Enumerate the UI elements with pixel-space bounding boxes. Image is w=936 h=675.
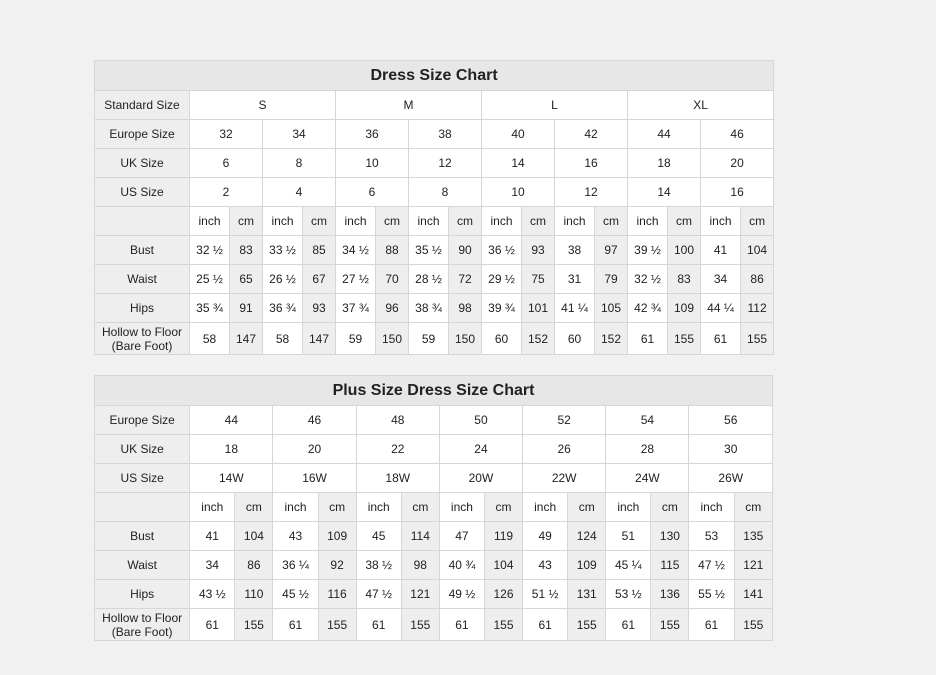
- size-cell: 12: [555, 178, 628, 207]
- size-cell: 34: [263, 120, 336, 149]
- measure-cell: 39 ¾: [482, 294, 522, 323]
- hollow-to-floor-row: [95, 609, 773, 641]
- size-cell: 10: [336, 149, 409, 178]
- measure-cell: 155: [651, 609, 689, 641]
- row-label-line: (Bare Foot): [111, 338, 173, 353]
- measure-cell: 34 ½: [336, 236, 376, 265]
- size-cell: 22W: [523, 464, 606, 493]
- row-label: UK Size: [95, 435, 190, 464]
- unit-cell: inch: [628, 207, 668, 236]
- measure-cell: 119: [484, 522, 522, 551]
- measure-cell: 36 ¼: [273, 551, 318, 580]
- measure-cell: 51 ½: [523, 580, 568, 609]
- measure-cell: 155: [668, 323, 701, 355]
- measure-cell: 61: [689, 609, 734, 641]
- measure-cell: 135: [734, 522, 772, 551]
- measure-cell: 109: [318, 522, 356, 551]
- measure-cell: 124: [568, 522, 606, 551]
- unit-cell: cm: [318, 493, 356, 522]
- measure-cell: 32 ½: [190, 236, 230, 265]
- units-row: [95, 207, 774, 236]
- unit-cell: inch: [439, 493, 484, 522]
- measure-cell: 96: [376, 294, 409, 323]
- measure-cell: 45 ¼: [606, 551, 651, 580]
- unit-cell: inch: [606, 493, 651, 522]
- measure-cell: 79: [595, 265, 628, 294]
- unit-cell: inch: [356, 493, 401, 522]
- measure-cell: 31: [555, 265, 595, 294]
- measure-cell: 25 ½: [190, 265, 230, 294]
- measure-cell: 58: [190, 323, 230, 355]
- measure-cell: 37 ¾: [336, 294, 376, 323]
- measure-cell: 152: [595, 323, 628, 355]
- size-cell: 26W: [689, 464, 773, 493]
- unit-cell: cm: [484, 493, 522, 522]
- row-label-empty: [95, 207, 190, 236]
- measure-cell: 40 ¾: [439, 551, 484, 580]
- size-cell: 6: [336, 178, 409, 207]
- measure-cell: 155: [734, 609, 772, 641]
- measure-cell: 155: [401, 609, 439, 641]
- plus-chart-title: Plus Size Dress Size Chart: [95, 376, 773, 406]
- measure-cell: 100: [668, 236, 701, 265]
- measure-cell: 147: [230, 323, 263, 355]
- measure-cell: 55 ½: [689, 580, 734, 609]
- us-size-row: [95, 464, 773, 493]
- size-cell: 36: [336, 120, 409, 149]
- measure-cell: 61: [701, 323, 741, 355]
- measure-cell: 91: [230, 294, 263, 323]
- measure-cell: 53 ½: [606, 580, 651, 609]
- measure-cell: 110: [235, 580, 273, 609]
- measure-cell: 27 ½: [336, 265, 376, 294]
- size-cell: 56: [689, 406, 773, 435]
- measure-cell: 45 ½: [273, 580, 318, 609]
- measure-cell: 104: [741, 236, 774, 265]
- measure-cell: 47 ½: [356, 580, 401, 609]
- size-cell: 46: [701, 120, 774, 149]
- row-label: Bust: [95, 522, 190, 551]
- measure-cell: 61: [606, 609, 651, 641]
- unit-cell: cm: [235, 493, 273, 522]
- measure-cell: 70: [376, 265, 409, 294]
- uk-size-row: [95, 149, 774, 178]
- measure-cell: 45: [356, 522, 401, 551]
- size-cell: 22: [356, 435, 439, 464]
- measure-cell: 61: [273, 609, 318, 641]
- measure-cell: 61: [356, 609, 401, 641]
- size-cell: 44: [628, 120, 701, 149]
- measure-cell: 41 ¼: [555, 294, 595, 323]
- units-row: [95, 493, 773, 522]
- size-cell: 42: [555, 120, 628, 149]
- standard-size-row: [95, 91, 774, 120]
- size-cell: 20W: [439, 464, 522, 493]
- size-cell: 16: [701, 178, 774, 207]
- size-cell: 26: [523, 435, 606, 464]
- dress-chart-title: Dress Size Chart: [95, 61, 774, 91]
- unit-cell: inch: [523, 493, 568, 522]
- size-cell: 18: [190, 435, 273, 464]
- row-label: Europe Size: [95, 120, 190, 149]
- measure-cell: 65: [230, 265, 263, 294]
- measure-cell: 150: [376, 323, 409, 355]
- waist-row: [95, 265, 774, 294]
- measure-cell: 34: [701, 265, 741, 294]
- measure-cell: 53: [689, 522, 734, 551]
- size-cell: 20: [273, 435, 356, 464]
- size-cell: 30: [689, 435, 773, 464]
- measure-cell: 32 ½: [628, 265, 668, 294]
- measure-cell: 36 ¾: [263, 294, 303, 323]
- measure-cell: 126: [484, 580, 522, 609]
- hips-row: [95, 294, 774, 323]
- size-cell: 52: [523, 406, 606, 435]
- size-cell: 46: [273, 406, 356, 435]
- row-label: [95, 609, 190, 641]
- unit-cell: cm: [734, 493, 772, 522]
- size-cell: 8: [263, 149, 336, 178]
- measure-cell: 75: [522, 265, 555, 294]
- measure-cell: 41: [190, 522, 235, 551]
- size-cell: 18W: [356, 464, 439, 493]
- size-cell: 14W: [190, 464, 273, 493]
- size-cell: 38: [409, 120, 482, 149]
- measure-cell: 83: [230, 236, 263, 265]
- us-size-row: [95, 178, 774, 207]
- measure-cell: 121: [401, 580, 439, 609]
- measure-cell: 104: [235, 522, 273, 551]
- measure-cell: 155: [568, 609, 606, 641]
- unit-cell: inch: [482, 207, 522, 236]
- measure-cell: 116: [318, 580, 356, 609]
- measure-cell: 38: [555, 236, 595, 265]
- row-label-empty: [95, 493, 190, 522]
- measure-cell: 26 ½: [263, 265, 303, 294]
- size-cell: 24W: [606, 464, 689, 493]
- bust-row: [95, 236, 774, 265]
- size-cell: L: [482, 91, 628, 120]
- measure-cell: 34: [190, 551, 235, 580]
- measure-cell: 101: [522, 294, 555, 323]
- measure-cell: 61: [523, 609, 568, 641]
- measure-cell: 61: [439, 609, 484, 641]
- unit-cell: inch: [409, 207, 449, 236]
- measure-cell: 28 ½: [409, 265, 449, 294]
- measure-cell: 38 ¾: [409, 294, 449, 323]
- size-cell: 48: [356, 406, 439, 435]
- size-cell: 28: [606, 435, 689, 464]
- unit-cell: cm: [568, 493, 606, 522]
- size-cell: 8: [409, 178, 482, 207]
- size-cell: 12: [409, 149, 482, 178]
- measure-cell: 88: [376, 236, 409, 265]
- size-cell: 10: [482, 178, 555, 207]
- measure-cell: 72: [449, 265, 482, 294]
- size-cell: 24: [439, 435, 522, 464]
- unit-cell: cm: [595, 207, 628, 236]
- plus-size-dress-chart: [94, 375, 773, 641]
- measure-cell: 86: [235, 551, 273, 580]
- unit-cell: cm: [449, 207, 482, 236]
- measure-cell: 98: [449, 294, 482, 323]
- measure-cell: 130: [651, 522, 689, 551]
- measure-cell: 39 ½: [628, 236, 668, 265]
- europe-size-row: [95, 406, 773, 435]
- measure-cell: 109: [568, 551, 606, 580]
- measure-cell: 35 ½: [409, 236, 449, 265]
- row-label-line: (Bare Foot): [111, 624, 173, 639]
- measure-cell: 49 ½: [439, 580, 484, 609]
- row-label-line: Hollow to Floor: [101, 324, 183, 339]
- size-cell: 16W: [273, 464, 356, 493]
- hips-row: [95, 580, 773, 609]
- measure-cell: 104: [484, 551, 522, 580]
- unit-cell: cm: [651, 493, 689, 522]
- measure-cell: 38 ½: [356, 551, 401, 580]
- measure-cell: 61: [190, 609, 235, 641]
- measure-cell: 92: [318, 551, 356, 580]
- measure-cell: 114: [401, 522, 439, 551]
- size-cell: M: [336, 91, 482, 120]
- measure-cell: 131: [568, 580, 606, 609]
- size-cell: 16: [555, 149, 628, 178]
- unit-cell: inch: [273, 493, 318, 522]
- measure-cell: 47 ½: [689, 551, 734, 580]
- measure-cell: 152: [522, 323, 555, 355]
- size-cell: 2: [190, 178, 263, 207]
- measure-cell: 115: [651, 551, 689, 580]
- measure-cell: 41: [701, 236, 741, 265]
- size-cell: 6: [190, 149, 263, 178]
- measure-cell: 121: [734, 551, 772, 580]
- unit-cell: cm: [401, 493, 439, 522]
- unit-cell: inch: [336, 207, 376, 236]
- measure-cell: 58: [263, 323, 303, 355]
- measure-cell: 43: [523, 551, 568, 580]
- measure-cell: 43 ½: [190, 580, 235, 609]
- measure-cell: 59: [409, 323, 449, 355]
- measure-cell: 155: [235, 609, 273, 641]
- row-label: US Size: [95, 464, 190, 493]
- size-cell: 4: [263, 178, 336, 207]
- row-label: UK Size: [95, 149, 190, 178]
- measure-cell: 150: [449, 323, 482, 355]
- measure-cell: 105: [595, 294, 628, 323]
- measure-cell: 60: [555, 323, 595, 355]
- measure-cell: 112: [741, 294, 774, 323]
- measure-cell: 47: [439, 522, 484, 551]
- bust-row: [95, 522, 773, 551]
- unit-cell: inch: [689, 493, 734, 522]
- measure-cell: 136: [651, 580, 689, 609]
- measure-cell: 36 ½: [482, 236, 522, 265]
- measure-cell: 97: [595, 236, 628, 265]
- size-cell: 50: [439, 406, 522, 435]
- measure-cell: 51: [606, 522, 651, 551]
- size-cell: 20: [701, 149, 774, 178]
- measure-cell: 155: [484, 609, 522, 641]
- uk-size-row: [95, 435, 773, 464]
- unit-cell: cm: [303, 207, 336, 236]
- measure-cell: 155: [741, 323, 774, 355]
- row-label: Hips: [95, 580, 190, 609]
- measure-cell: 141: [734, 580, 772, 609]
- unit-cell: inch: [555, 207, 595, 236]
- row-label: Europe Size: [95, 406, 190, 435]
- row-label: US Size: [95, 178, 190, 207]
- unit-cell: cm: [230, 207, 263, 236]
- measure-cell: 44 ¼: [701, 294, 741, 323]
- measure-cell: 59: [336, 323, 376, 355]
- measure-cell: 49: [523, 522, 568, 551]
- row-label: Waist: [95, 551, 190, 580]
- measure-cell: 29 ½: [482, 265, 522, 294]
- dress-size-chart: [94, 60, 774, 355]
- unit-cell: inch: [701, 207, 741, 236]
- measure-cell: 93: [522, 236, 555, 265]
- measure-cell: 86: [741, 265, 774, 294]
- hollow-to-floor-row: [95, 323, 774, 355]
- row-label: Hips: [95, 294, 190, 323]
- size-cell: 18: [628, 149, 701, 178]
- unit-cell: cm: [741, 207, 774, 236]
- size-cell: 40: [482, 120, 555, 149]
- measure-cell: 35 ¾: [190, 294, 230, 323]
- size-cell: 32: [190, 120, 263, 149]
- measure-cell: 43: [273, 522, 318, 551]
- waist-row: [95, 551, 773, 580]
- unit-cell: cm: [522, 207, 555, 236]
- size-cell: S: [190, 91, 336, 120]
- measure-cell: 147: [303, 323, 336, 355]
- unit-cell: cm: [376, 207, 409, 236]
- measure-cell: 33 ½: [263, 236, 303, 265]
- measure-cell: 109: [668, 294, 701, 323]
- measure-cell: 85: [303, 236, 336, 265]
- size-cell: 44: [190, 406, 273, 435]
- size-cell: 14: [482, 149, 555, 178]
- size-cell: 54: [606, 406, 689, 435]
- row-label-line: Hollow to Floor: [102, 610, 183, 625]
- measure-cell: 90: [449, 236, 482, 265]
- measure-cell: 155: [318, 609, 356, 641]
- row-label: Bust: [95, 236, 190, 265]
- row-label: Waist: [95, 265, 190, 294]
- measure-cell: 83: [668, 265, 701, 294]
- measure-cell: 42 ¾: [628, 294, 668, 323]
- row-label: Standard Size: [95, 91, 190, 120]
- unit-cell: inch: [263, 207, 303, 236]
- unit-cell: cm: [668, 207, 701, 236]
- measure-cell: 98: [401, 551, 439, 580]
- measure-cell: 93: [303, 294, 336, 323]
- size-cell: 14: [628, 178, 701, 207]
- europe-size-row: [95, 120, 774, 149]
- unit-cell: inch: [190, 207, 230, 236]
- row-label: [95, 323, 190, 355]
- unit-cell: inch: [190, 493, 235, 522]
- measure-cell: 67: [303, 265, 336, 294]
- measure-cell: 60: [482, 323, 522, 355]
- measure-cell: 61: [628, 323, 668, 355]
- size-cell: XL: [628, 91, 774, 120]
